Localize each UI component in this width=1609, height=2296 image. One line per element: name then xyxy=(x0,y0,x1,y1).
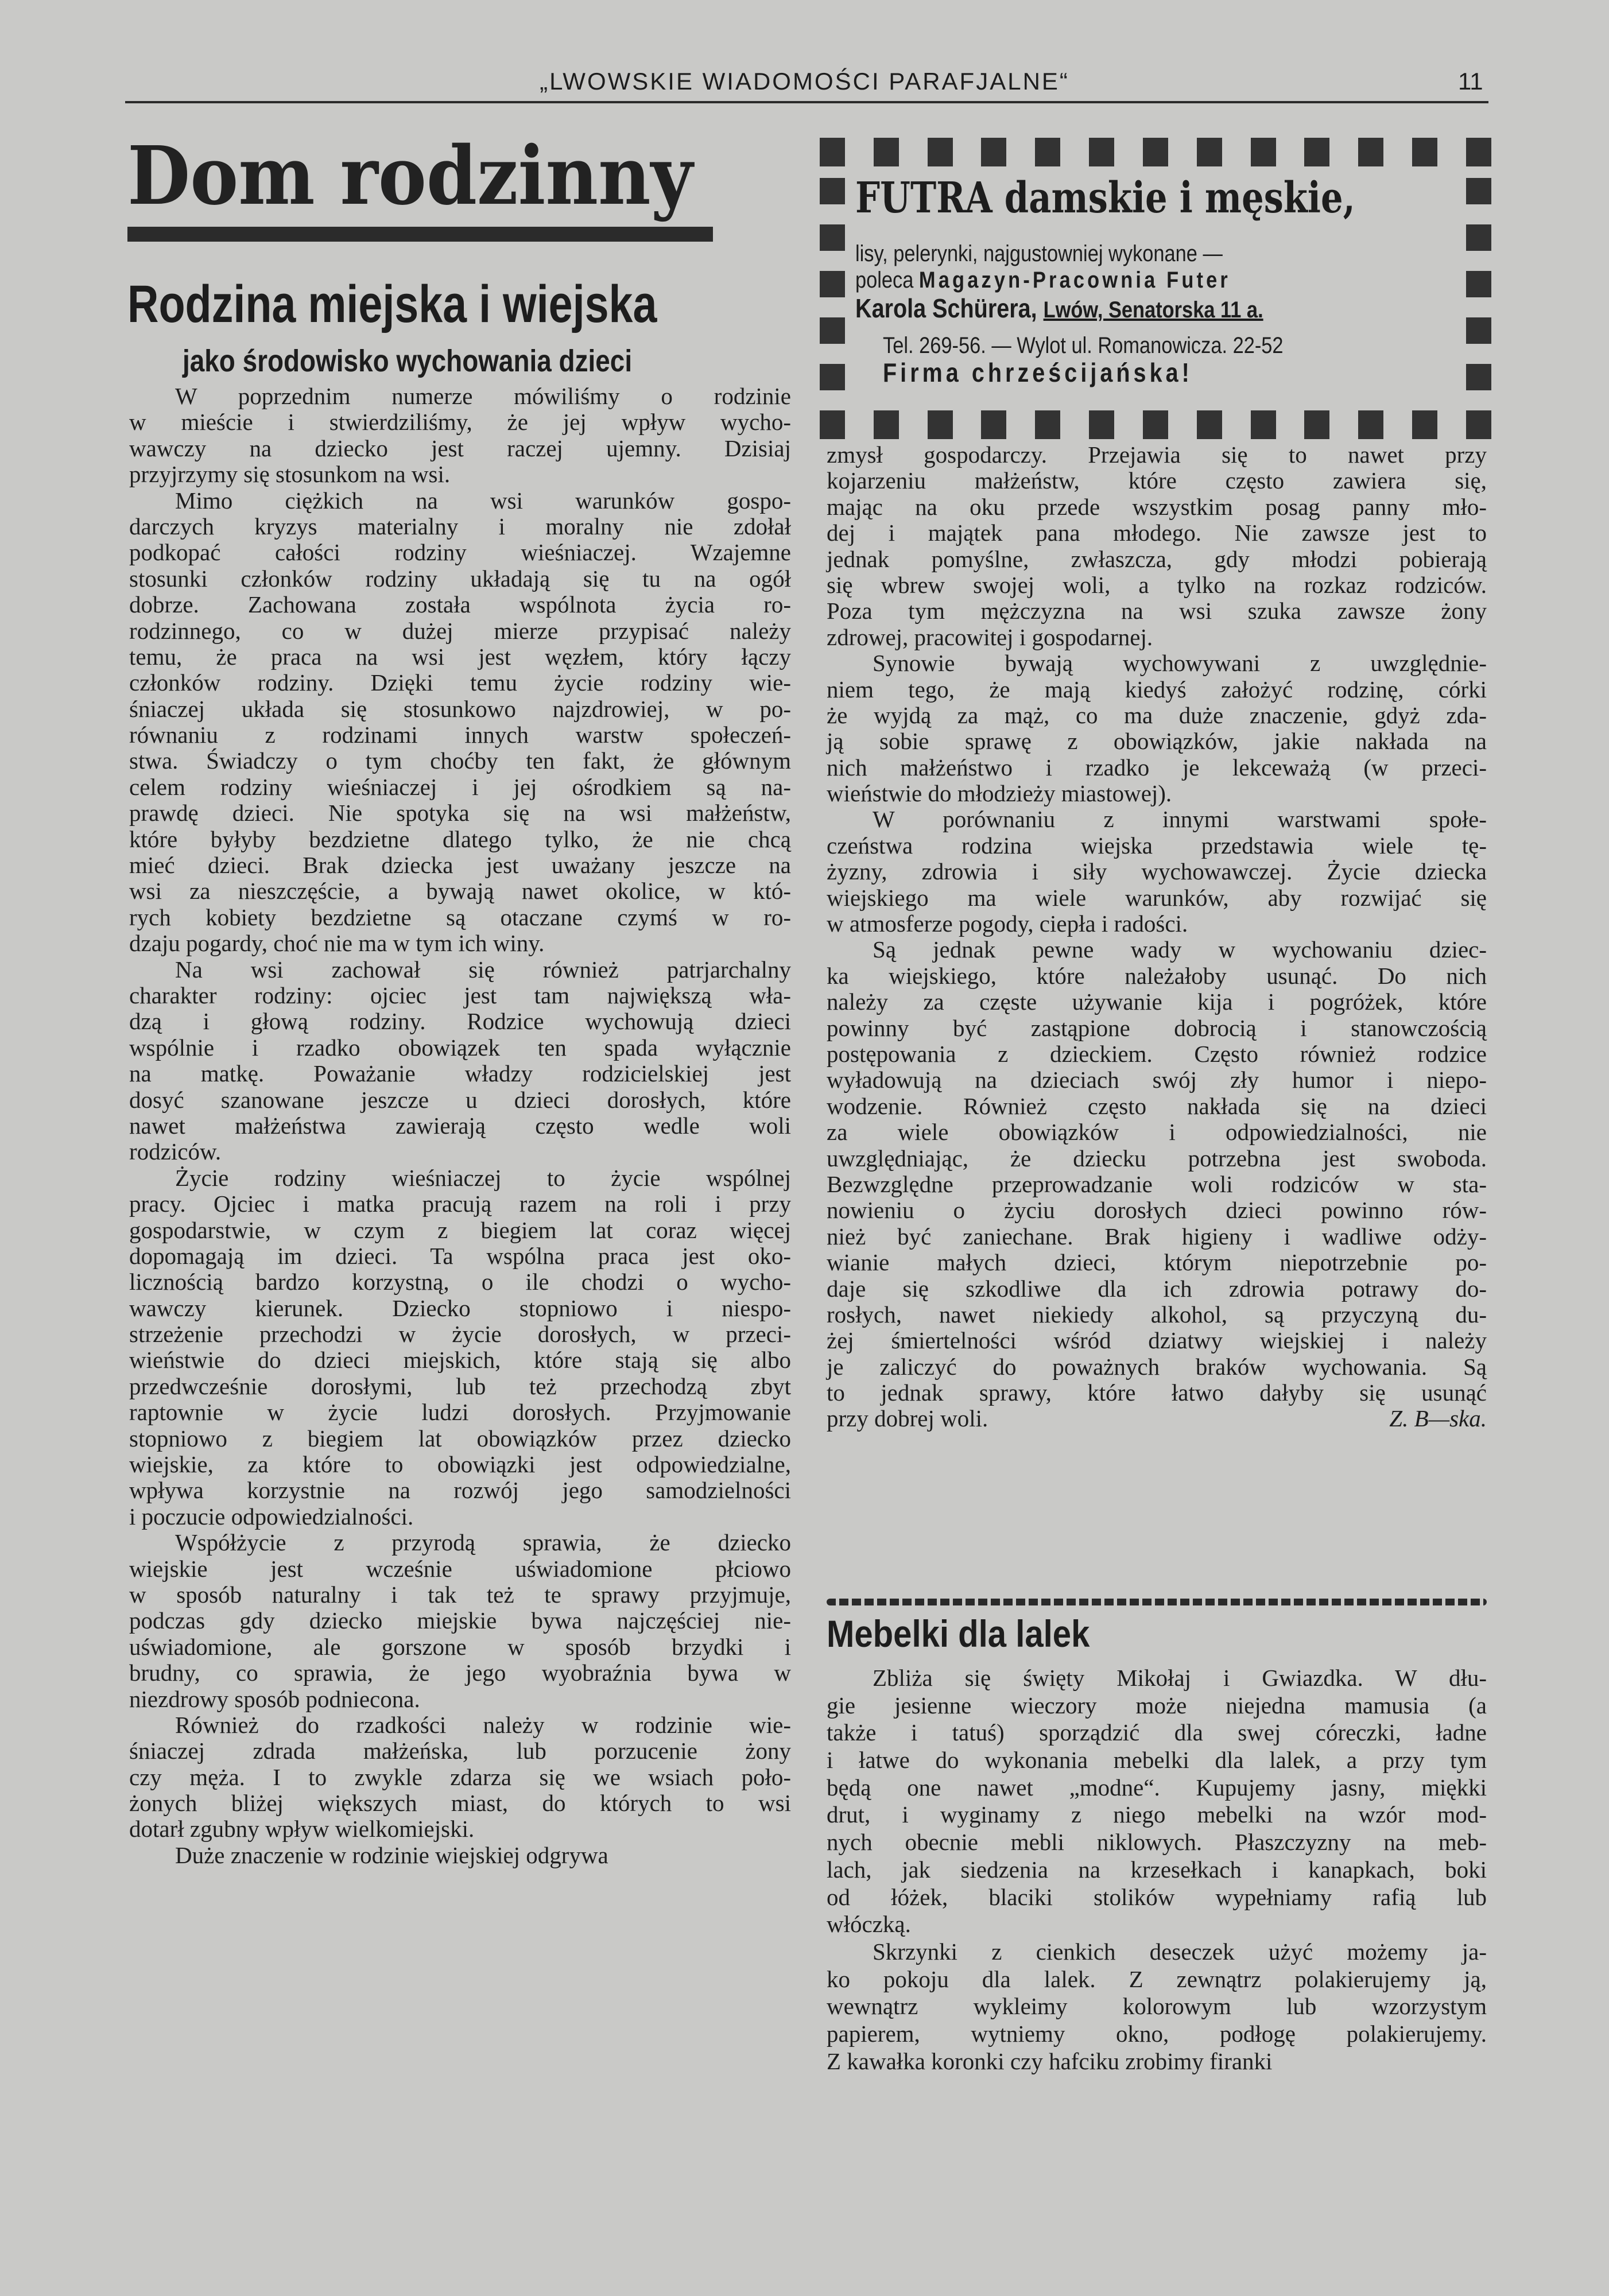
text-line: śniaczej układa się stosunkowo najzdrowiej, w po- xyxy=(129,695,791,722)
text-line: stopniowo z biegiem lat obowiązków przez dziecko xyxy=(129,1425,791,1452)
ad-border-square xyxy=(874,138,899,166)
text-line: w sposób naturalny i tak też te sprawy przyjmuje, xyxy=(129,1581,791,1608)
text-line: ją sobie sprawę z obowiązków, jakie nakłada na xyxy=(827,728,1487,755)
text-line: W poprzednim numerze mówiliśmy o rodzinie xyxy=(175,383,791,409)
text-line: darczych kryzys materialny i moralny nie zdołał xyxy=(129,513,791,540)
text-line: celem rodziny wieśniaczej i jej ośrodkiem są na- xyxy=(129,773,791,800)
article-title-2: Mebelki dla lalek xyxy=(827,1612,1090,1655)
ad-address: Lwów, Senatorska 11 a. xyxy=(1043,297,1263,323)
text-line: dzaju pogardy, choć nie ma w tym ich winy. xyxy=(129,930,545,957)
text-line: wodzenie. Również często nakłada się na dzieci xyxy=(827,1092,1487,1119)
text-line: pracy. Ojciec i matka pracują razem na roli i przy xyxy=(129,1190,791,1217)
text-line: podczas gdy dziecko miejskie bywa najczęściej nie- xyxy=(129,1607,791,1634)
ad-border-square xyxy=(1466,138,1491,166)
text-line: dej i majątek pana młodego. Nie zawsze jest to xyxy=(827,519,1487,546)
text-line: Bezwzględne przeprowadzanie woli rodziców w sta- xyxy=(827,1170,1487,1197)
text-line: Mimo ciężkich na wsi warunków gospo- xyxy=(175,487,791,514)
ad-border-square xyxy=(1251,138,1276,166)
ad-border-right xyxy=(1466,178,1491,390)
text-line: należy za częste używanie kija i pogróżek, które xyxy=(827,988,1487,1015)
ad-border-square xyxy=(1089,138,1114,166)
text-line: wawczy kierunek. Dziecko stopniowo i niespo- xyxy=(129,1294,791,1321)
text-line: Zbliża się święty Mikołaj i Gwiazdka. W dłu- xyxy=(873,1665,1487,1691)
text-line: to jednak sprawy, które łatwo dałyby się usunąć xyxy=(827,1379,1487,1406)
text-line: mając na oku przede wszystkim posag panny mło- xyxy=(827,493,1487,520)
text-line: jednak pomyślne, zwłaszcza, gdy młodzi pobierają xyxy=(827,545,1487,572)
ad-border-bottom xyxy=(820,410,1491,439)
ad-border-square xyxy=(1466,410,1491,439)
text-line: nież być zaniechane. Brak higieny i wadliwe odży- xyxy=(827,1223,1487,1250)
text-line: się wbrew swojej woli, a tylko na rozkaz rodziców. xyxy=(827,571,1487,598)
ad-border-square xyxy=(1358,410,1383,439)
text-line: rosłych, nawet niekiedy alkohol, są przyczyną du- xyxy=(827,1301,1487,1328)
article2-column xyxy=(827,1665,1487,2075)
ad-border-square xyxy=(820,138,845,166)
text-line: postępowania z dzieckiem. Często również rodzice xyxy=(827,1040,1487,1067)
text-line: niezdrowy sposób podniecona. xyxy=(129,1685,420,1712)
text-line: drut, i wyginamy z niego mebelki na wzór mod- xyxy=(827,1801,1487,1828)
ad-headline: FUTRA damskie i męskie, xyxy=(855,173,1355,223)
text-line: na matkę. Poważanie władzy rodzicielskiej jest xyxy=(129,1060,791,1087)
ad-border-square xyxy=(928,138,953,166)
ad-border-square xyxy=(820,271,845,297)
ad-border-square xyxy=(1143,410,1168,439)
text-line: wianie małych dzieci, którym niepotrzebnie po- xyxy=(827,1249,1487,1276)
text-line: w atmosferze pogody, ciepła i radości. xyxy=(827,910,1188,937)
text-line: wyładowują na dzieciach swój zły humor i niepo- xyxy=(827,1066,1487,1093)
text-line: je zaliczyć do poważnych braków wychowania. Są xyxy=(827,1353,1487,1380)
text-line: podkopać całości rodziny wieśniaczej. Wzajemne xyxy=(129,539,791,566)
text-line: stosunki członków rodziny układają się tu na ogół xyxy=(129,565,791,592)
text-line: uświadomione, ale gorszone w sposób brzydki i xyxy=(129,1633,791,1660)
text-line: Współżycie z przyrodą sprawia, że dziecko xyxy=(175,1529,791,1556)
text-line: wiejskiego ma wiele warunków, aby rozwijać się xyxy=(827,884,1487,911)
ad-line xyxy=(855,267,1368,293)
ad-owner: Karola Schürera, xyxy=(855,293,1044,323)
text-line: dobrze. Zachowana została wspólnota życia ro- xyxy=(129,591,791,618)
ad-border-square xyxy=(1035,138,1060,166)
article-left-column xyxy=(129,383,791,1868)
text-line: stwa. Świadczy o tym choćby ten fakt, że głównym xyxy=(129,747,791,774)
text-line xyxy=(827,1406,1487,1432)
ad-border-square xyxy=(1466,364,1491,390)
text-line: licznością bardzo korzystną, o ile chodzi o wycho- xyxy=(129,1269,791,1296)
text-line: żyzny, zdrowia i siły wychowawczej. Życie dziecka xyxy=(827,858,1487,885)
text-line: wieństwie do młodzieży miastowej). xyxy=(827,780,1172,807)
text-line: wawczy na dziecko jest raczej ujemny. Dzisiaj xyxy=(129,435,791,461)
ornamental-rule xyxy=(827,1599,1487,1605)
fur-advertisement xyxy=(820,138,1491,439)
text-line: członków rodziny. Dzięki temu życie rodziny wie- xyxy=(129,669,791,696)
text-line: włóczką. xyxy=(827,1911,911,1938)
ad-border-square xyxy=(1412,410,1437,439)
text-line: temu, że praca na wsi jest węzłem, który łączy xyxy=(129,643,791,670)
text-line: Synowie bywają wychowywani z uwzględnie- xyxy=(873,650,1487,677)
text-line: żonych bliżej większych miast, do których to wsi xyxy=(129,1790,791,1817)
ad-border-square xyxy=(1304,410,1329,439)
text-line: czy męża. I to zwykle zdarza się we wsiach poło- xyxy=(129,1763,791,1790)
text-line: czeństwa rodzina wiejska przedstawia wiele tę- xyxy=(827,832,1487,859)
text-line: nich małżeństwo i rzadko je lekceważą (w przeci- xyxy=(827,754,1487,781)
text-line: prawdę dzieci. Nie spotyka się na wsi małżeństw, xyxy=(129,800,791,827)
text-line: będą one nawet „modne“. Kupujemy jasny, miękki xyxy=(827,1774,1487,1801)
text-line: dopomagają im dzieci. Ta wspólna praca jest oko- xyxy=(129,1242,791,1269)
ad-border-square xyxy=(981,410,1006,439)
text-line: wewnątrz wykleimy kolorowym lub wzorzystym xyxy=(827,1993,1487,2020)
ad-border-square xyxy=(1197,410,1222,439)
text-line: gie jesienne wieczory może niejedna mamusia (a xyxy=(827,1692,1487,1719)
ad-border-square xyxy=(1466,317,1491,344)
article-subtitle: jako środowisko wychowania dzieci xyxy=(183,344,633,378)
ad-slogan: Firma chrześcijańska! xyxy=(883,358,1193,387)
text-line: dosyć szanowane jeszcze u dzieci dorosłych, które xyxy=(129,1086,791,1113)
ad-border-square xyxy=(1466,178,1491,204)
text-line: rych kobiety bezdzietne są otaczane czymś w ro- xyxy=(129,903,791,930)
ad-border-square xyxy=(928,410,953,439)
ad-border-square xyxy=(820,317,845,344)
text-line: nych obecnie mebli niklowych. Płaszczyzny na meb- xyxy=(827,1829,1487,1856)
text-line: rodzinnego, co w dużej mierze przypisać należy xyxy=(129,617,791,644)
ad-border-square xyxy=(874,410,899,439)
ad-border-square xyxy=(820,224,845,251)
text-line: ka wiejskiego, które należałoby usunąć. Do nich xyxy=(827,962,1487,989)
ad-border-square xyxy=(820,178,845,204)
ad-shop-name: Magazyn-Pracownia Futer xyxy=(918,267,1231,293)
ad-border-square xyxy=(1466,271,1491,297)
text-line: Również do rzadkości należy w rodzinie wie- xyxy=(175,1711,791,1738)
header-rule xyxy=(125,101,1488,103)
text-line: gospodarstwie, w czym z biegiem lat coraz więcej xyxy=(129,1216,791,1243)
ad-border-top xyxy=(820,138,1491,166)
text-line: charakter rodziny: ojciec jest tam największą wła- xyxy=(129,982,791,1009)
text-line: za wiele obowiązków i odpowiedzialności, nie xyxy=(827,1119,1487,1146)
text-line: papierem, wytniemy okno, podłogę polakierujemy. xyxy=(827,2020,1487,2047)
ad-border-square xyxy=(1089,410,1114,439)
text-line: kojarzeniu małżeństw, które często zawiera się, xyxy=(827,467,1487,494)
text-line: wpływa korzystnie na rozwój jego samodzielności xyxy=(129,1477,791,1504)
ad-text: poleca xyxy=(855,267,919,293)
ad-border-square xyxy=(820,364,845,390)
ad-border-square xyxy=(1035,410,1060,439)
text-line: śniaczej zdrada małżeńska, lub porzucenie żony xyxy=(129,1737,791,1764)
text-line: rodziców. xyxy=(129,1138,222,1165)
article-right-column xyxy=(827,442,1487,1432)
ad-border-square xyxy=(981,138,1006,166)
text-line: Są jednak pewne wady w wychowaniu dziec- xyxy=(873,936,1487,963)
page-number: 11 xyxy=(1458,68,1483,95)
section-title: Dom rodzinny xyxy=(127,129,693,223)
text-line: nowieniu o życiu dorosłych dzieci powinno rów- xyxy=(827,1197,1487,1224)
title-bar xyxy=(127,227,713,242)
text-line: przedwcześnie dorosłymi, lub też przechodzą zbyt xyxy=(129,1372,791,1399)
ad-border-square xyxy=(1412,138,1437,166)
text-line: niem tego, że mają kiedyś założyć rodzinę, córki xyxy=(827,676,1487,703)
text-line: powinny być zastąpione dobrocią i stanowczością xyxy=(827,1014,1487,1041)
ad-phone: Tel. 269-56. — Wylot ul. Romanowicza. 22-52 xyxy=(883,333,1284,358)
ad-line: lisy, pelerynki, najgustowniej wykonane — xyxy=(855,241,1223,266)
text-line: Na wsi zachował się również patrjarchalny xyxy=(175,956,791,983)
text-line: zmysł gospodarczy. Przejawia się to nawet przy xyxy=(827,441,1487,468)
text-line: i łatwe do wykonania mebelki dla lalek, a przy tym xyxy=(827,1747,1487,1774)
text-line-content: przy dobrej woli. xyxy=(827,1405,988,1432)
text-line: ko pokoju dla lalek. Z zewnątrz polakierujemy ją, xyxy=(827,1965,1487,1992)
text-line: wiejskie jest wcześnie uświadomione płciowo xyxy=(129,1555,791,1582)
ad-border-square xyxy=(1251,410,1276,439)
text-line: dotarł zgubny wpływ wielkomiejski. xyxy=(129,1816,475,1843)
ad-border-left xyxy=(820,178,845,390)
ad-border-square xyxy=(1304,138,1329,166)
text-line: Z kawałka koronki czy hafciku zrobimy firanki xyxy=(827,2047,1273,2074)
text-line: zdrowej, pracowitej i gospodarnej. xyxy=(827,623,1153,650)
text-line: dzą i głową rodziny. Rodzice wychowują dzieci xyxy=(129,1008,791,1035)
text-line: także i tatuś) sporządzić dla swej córeczki, ładne xyxy=(827,1719,1487,1746)
text-line: raptownie w życie ludzi dorosłych. Przyjmowanie xyxy=(129,1399,791,1426)
ad-line xyxy=(855,293,1368,324)
article-title: Rodzina miejska i wiejska xyxy=(127,275,657,333)
text-line: Poza tym mężczyzna na wsi szuka zawsze żony xyxy=(827,598,1487,625)
text-line: wiejskie, za które to obowiązki jest odpowiedzialne, xyxy=(129,1451,791,1478)
text-line: które byłyby bezdzietne dlatego tylko, że nie chcą xyxy=(129,825,791,852)
ad-border-square xyxy=(1143,138,1168,166)
text-line: Skrzynki z cienkich deseczek użyć możemy ja- xyxy=(873,1938,1487,1965)
text-line: daje się szkodliwe dla ich zdrowia potrawy do- xyxy=(827,1275,1487,1302)
text-line: lach, jak siedzenia na krzesełkach i kanapkach, boki xyxy=(827,1856,1487,1883)
ad-border-square xyxy=(1358,138,1383,166)
text-line: wsi za nieszczęście, a bywają nawet okolice, w któ- xyxy=(129,878,791,905)
text-line: równaniu z rodzinami innych warstw społeczeń- xyxy=(129,722,791,748)
text-line: nawet małżeństwa zawierają często wedle woli xyxy=(129,1112,791,1139)
ad-border-square xyxy=(1466,224,1491,251)
text-line: Duże znaczenie w rodzinie wiejskiej odgrywa xyxy=(175,1841,608,1868)
text-line: i poczucie odpowiedzialności. xyxy=(129,1503,414,1530)
text-line: wspólnie i rzadko obowiązek ten spada wyłącznie xyxy=(129,1034,791,1061)
text-line: W porównaniu z innymi warstwami społe- xyxy=(873,806,1487,833)
text-line: w mieście i stwierdziliśmy, że jej wpływ wycho- xyxy=(129,409,791,436)
text-line: przyjrzymy się stosunkom na wsi. xyxy=(129,461,451,488)
text-line: brudny, co sprawia, że jego wyobraźnia bywa w xyxy=(129,1659,791,1686)
text-line: od łóżek, blaciki stolików wypełniamy rafią lub xyxy=(827,1883,1487,1910)
ad-border-square xyxy=(820,410,845,439)
text-line: mieć dzieci. Brak dziecka jest uważany jeszcze na xyxy=(129,852,791,879)
text-line: wieństwie do dzieci miejskich, które stają się albo xyxy=(129,1347,791,1374)
text-line: żej śmiertelności wśród dziatwy wiejskiej i należy xyxy=(827,1327,1487,1354)
text-line: uwzględniając, że dziecku potrzebna jest swoboda. xyxy=(827,1145,1487,1172)
text-line: strzeżenie przechodzi w życie dorosłych, w przeci- xyxy=(129,1321,791,1348)
ad-border-square xyxy=(1197,138,1222,166)
text-line: że wyjdą za mąż, co ma duże znaczenie, gdyż zda- xyxy=(827,701,1487,728)
text-line: Życie rodziny wieśniaczej to życie wspólnej xyxy=(175,1164,791,1191)
author-signature: Z. B—ska. xyxy=(1389,1405,1487,1432)
running-title: „LWOWSKIE WIADOMOŚCI PARAFJALNE“ xyxy=(540,68,1069,95)
